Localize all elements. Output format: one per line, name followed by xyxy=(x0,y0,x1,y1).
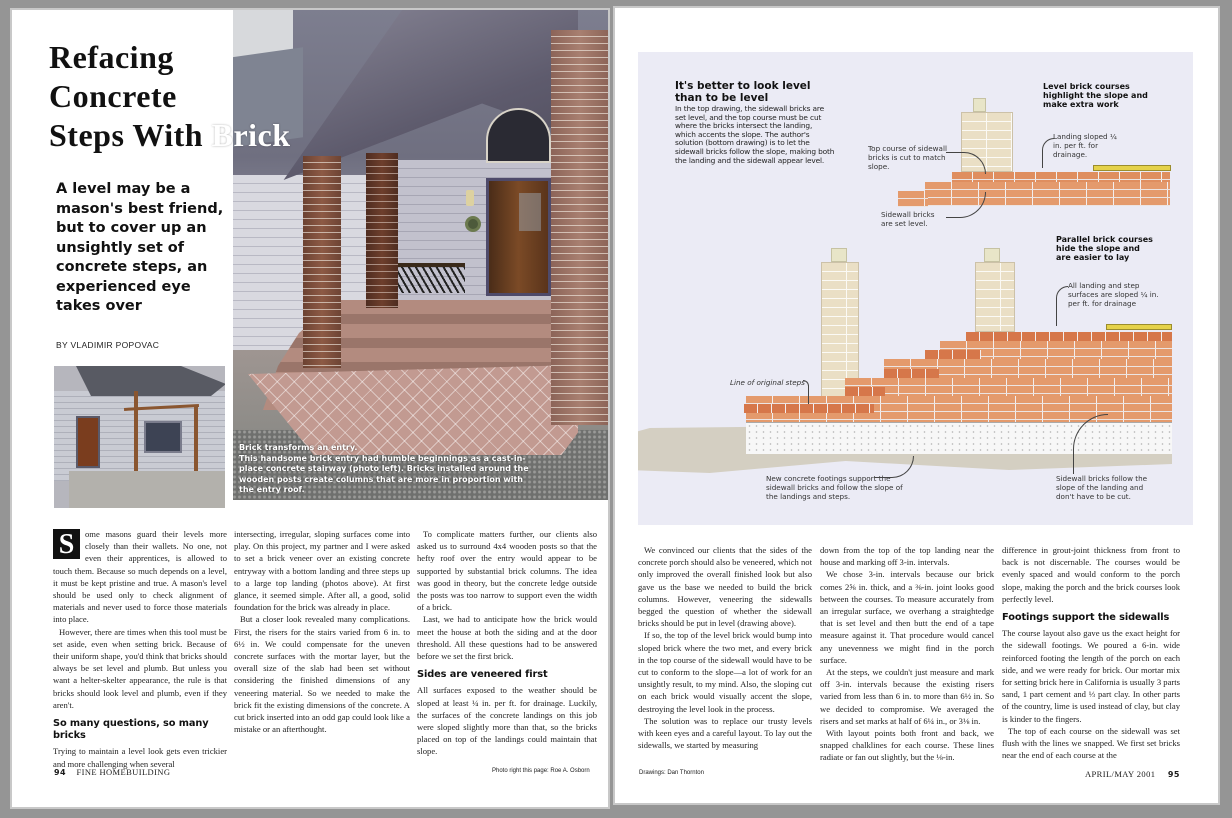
brick-step-cap xyxy=(845,387,885,396)
label-all-surfaces: All landing and step surfaces are sloped ¼ in. per ft. for drainage xyxy=(1068,281,1159,308)
photo-front-door xyxy=(486,178,551,296)
paragraph: intersecting, irregular, sloping surfaces come into play. On this project, my partner and I were asked to set a brick veneer over an existing concrete entryway with a bottom landing and three steps up to a large top landing (photos above). At first glance, it seemed simple. After all, a good, solid foundation for the brick was already in place. xyxy=(234,529,410,613)
paragraph: At the steps, we couldn't just measure and mark off 3-in. intervals because the existing risers varied from less than 6 in. to more than 6½ in. So we decided to compromise. We averaged the risers and set marks at half of 6¼ in., or 3⅛ in. xyxy=(820,667,994,726)
title-line: Concrete xyxy=(49,78,177,114)
article-title xyxy=(49,38,369,155)
brick-column-drawing xyxy=(975,262,1015,332)
caption-head: Brick transforms an entry. xyxy=(239,443,358,452)
page-number: 94 xyxy=(54,768,66,777)
left-page xyxy=(10,8,610,809)
photo-caption xyxy=(239,443,539,496)
text-column-2 xyxy=(820,544,994,764)
paragraph: However, there are times when this tool must be set aside, even when setting brick. Because of their uniform shape, you'd think that bricks should always be set level and plumb. But unless you want a helter-skelter appearance, the rule is that bricks should look level and plumb, even if they aren't. xyxy=(53,626,227,710)
label-footings: New concrete footings support the sidewall bricks and follow the slope of the landings and steps. xyxy=(766,474,903,501)
drop-cap: S xyxy=(53,529,80,559)
byline: BY VLADIMIR POPOVAC xyxy=(56,340,160,350)
folio xyxy=(1085,769,1180,779)
paragraph: But a closer look revealed many complications. First, the risers for the stairs varied from 6 in. to 6½ in. We could compensate for the uneven concrete surfaces with the mortar layer, but the overall size of the slab had been set without considering the finished dimensions of any veneering material. So we needed to make the brick fit the existing dimensions of the concrete. A cut brick inserted into an odd gap could look like a mistake or an afterthought. xyxy=(234,614,410,735)
issue-date: APRIL/MAY 2001 xyxy=(1085,769,1156,779)
paragraph: We convinced our clients that the sides of the concrete porch should also be veneered, which not only improved the overall finished look but also gave us the base we needed to build the brick columns. However, veneering the sidewalls begged the question of whether the sidewall bricks should be put in level (drawing above). xyxy=(638,545,812,629)
paragraph: difference in grout-joint thickness from front to back is not discernable. The courses would be evenly spaced and would conform to the porch slope, making the porch and the brick courses look perfectly level. xyxy=(1002,545,1180,604)
label-follow-slope: Sidewall bricks follow the slope of the landing and don't have to be cut. xyxy=(1056,474,1148,501)
photo-credit: Photo right this page: Roe A. Osborn xyxy=(492,768,590,774)
leader-line xyxy=(946,192,986,218)
label-original-steps: Line of original steps xyxy=(730,378,805,387)
top-drawing-heading: Level brick courses highlight the slope and make extra work xyxy=(1043,82,1148,109)
folio xyxy=(54,767,170,777)
right-page xyxy=(613,6,1220,805)
text-column-2 xyxy=(234,528,410,735)
sidebar-heading: It's better to look level than to be level xyxy=(675,80,811,104)
photo-brick-column xyxy=(551,30,609,425)
label-top-course: Top course of sidewall bricks is cut to match slope. xyxy=(868,144,947,171)
subhead: So many questions, so many bricks xyxy=(53,718,209,742)
paragraph: To complicate matters further, our clients also asked us to surround 4x4 wooden posts so that the hefty roof over the entry would appear to be supported by substantial brick columns. The idea was good in theory, but the concrete ledge outside the posts was too narrow to support even the width of a brick. xyxy=(417,529,597,613)
paragraph: If so, the top of the level brick would bump into sloped brick where the two met, and every brick in the top course of the sidewall would have to be cut to conform to the slope—a lot of work for an unsightly result, to my mind. Also, the sloping cut on each brick would visually accent the slope, destroying the level look in the process. xyxy=(638,630,812,714)
title-brick-word: Brick xyxy=(211,117,291,153)
sidebar-body: In the top drawing, the sidewall bricks are set level, and the top course must be cut where the bricks intersect the landing, which accents the slope. The author's solution (bottom drawing) is to let the sidewall bricks follow the slope, making both the landing and the sidewall appear level. xyxy=(675,104,835,165)
subhead: Footings support the sidewalls xyxy=(1002,612,1170,624)
leader-line xyxy=(803,380,809,404)
brick-bottom-landing-cap xyxy=(744,404,874,413)
brick-sidewall-sloped xyxy=(845,378,1172,398)
text-column-3 xyxy=(417,528,597,758)
subhead: Sides are veneered first xyxy=(417,669,548,681)
title-line: Refacing xyxy=(49,39,174,75)
photo-brick-column xyxy=(366,153,398,308)
text-column-1 xyxy=(638,544,812,751)
paragraph xyxy=(53,528,227,626)
paragraph: The solution was to replace our trusty levels with keen eyes and a careful layout. To lay out the sidewalls, we started by measuring xyxy=(638,715,812,751)
photo-roof xyxy=(76,366,225,396)
post-top xyxy=(831,248,847,262)
brick-landing-cap xyxy=(966,332,1172,341)
post-top xyxy=(984,248,1000,262)
level-tool-drawing xyxy=(1106,324,1172,330)
photo-bench xyxy=(395,263,465,293)
brick-sidewall-end xyxy=(898,191,928,207)
concrete-footing-drawing xyxy=(746,422,1172,454)
paragraph: Trying to maintain a level look gets even trickier and more challenging when several xyxy=(53,746,227,769)
post-top xyxy=(973,98,986,112)
article-deck: A level may be a mason's best friend, but to cover up an unsightly set of concrete steps, an experienced eye takes over xyxy=(56,181,224,314)
level-tool-drawing xyxy=(1093,165,1171,171)
photo-front-door xyxy=(76,416,100,468)
text-column-1 xyxy=(53,528,227,770)
photo-concrete-steps xyxy=(69,471,225,508)
paragraph: With layout points both front and back, we snapped chalklines for each course. These lines radiate or fan out slightly, but the ⅛-in. xyxy=(820,728,994,763)
sidebar-illustration xyxy=(638,52,1193,525)
brick-step-cap xyxy=(925,350,981,359)
label-sidewall-level: Sidewall bricks are set level. xyxy=(881,210,935,228)
drawing-credit: Drawings: Dan Thornton xyxy=(639,770,704,776)
photo-brick-column xyxy=(303,156,341,368)
caption-body: This handsome brick entry had humble beginnings as a cast-in-place concrete stairway (photo left). Bricks installed around the wooden posts create columns that are more in proportion with the entry roof. xyxy=(239,453,529,494)
photo-window xyxy=(144,421,182,453)
paragraph: The top of each course on the sidewall was set flush with the lines we snapped. We first set bricks near the end of each course at the xyxy=(1002,725,1180,761)
page-number: 95 xyxy=(1167,770,1180,779)
label-landing-sloped: Landing sloped ¼ in. per ft. for drainage. xyxy=(1053,132,1117,159)
title-line xyxy=(49,116,369,155)
photo-wreath xyxy=(465,216,481,232)
brick-step-cap xyxy=(884,369,939,378)
leader-line xyxy=(1056,286,1068,326)
title-line-text: Steps With xyxy=(49,117,204,153)
paragraph-text: ome masons guard their levels more closely than their wallets. No one, not even their apprentices, is allowed to touch them. Because so much depends on a level, it must be kept pristine and true. A mason's level should be used only to check alignment of materials and never used to force those materials into place. xyxy=(53,529,227,625)
leader-line xyxy=(1042,138,1054,168)
bottom-drawing-heading: Parallel brick courses hide the slope and are easier to lay xyxy=(1056,235,1153,262)
magazine-name: FINE HOMEBUILDING xyxy=(76,767,171,777)
paragraph: Last, we had to anticipate how the brick would meet the house at both the siding and at the door threshold. All these questions had to be answered before we set the first brick. xyxy=(417,614,597,662)
paragraph: down from the top of the top landing near the house and marking off 3-in. intervals. xyxy=(820,545,994,568)
photo-lamp xyxy=(466,190,474,206)
text-column-3 xyxy=(1002,544,1180,761)
before-photo xyxy=(54,366,225,508)
paragraph: The course layout also gave us the exact height for the sidewall footings. We poured a 6-in. wide reinforced footing the length of the porch on each side, and we were ready for brick. Our mortar mix for setting brick here in California is usually 3 parts sand, 1 part cement and ⅓ part clay. In other parts of the country, lime is used instead of clay, but clay is kinder to the fingers. xyxy=(1002,628,1180,724)
paragraph: All surfaces exposed to the weather should be sloped at least ¼ in. per ft. for drainage. Luckily, the surfaces of the concrete landings on this job were sloped slightly more than that, so the bricks placed on top of the landings could maintain that slope. xyxy=(417,685,597,757)
paragraph: We chose 3-in. intervals because our brick comes 2⅝ in. thick, and a ⅜-in. joint looks good between the courses. To measure accurately from an irregular surface, we overhang a straightedge that is set level and then butt the end of a tape measure against it. That procedure would cancel any unevenness we might find in the porch surface. xyxy=(820,569,994,665)
